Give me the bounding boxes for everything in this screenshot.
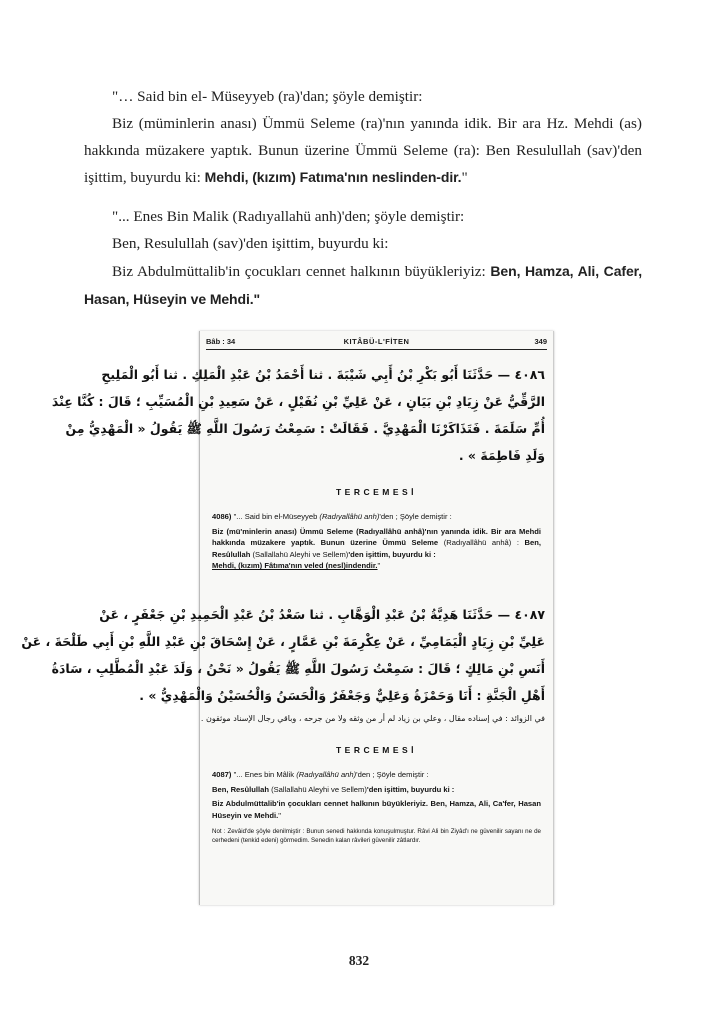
arabic-note-line: في الزوائد : في إسناده مقال ، وعلي بن زياد لم أر من وثقه ولا من جرحه ، وباقي رجال الإسناد موثقون . (200, 714, 545, 723)
translation-end: " (278, 810, 281, 820)
arabic-line: عَلِيِّ بْنِ زِيَادٍ الْيَمَامِيِّ ، عَنْ عِكْرِمَةَ بْنِ عَمَّارٍ ، عَنْ إِسْحَاقَ بْنِ عَبْدِ اللَّهِ بْنِ أَبِي طَلْحَةَ ، عَنْ (21, 634, 545, 649)
translation-quote (212, 798, 541, 821)
arabic-line: الرَّقِّيُّ عَنْ زِيَادِ بْنِ بَيَانٍ ، عَنْ عَلِيِّ بْنِ نُفَيْلٍ ، عَنْ سَعِيدِ بْنِ الْمُسَيِّبِ ؛ قَالَ : كُنَّا عِنْدَ (51, 394, 545, 409)
translation-bold: Ben, Resûlullah (212, 538, 541, 559)
arabic-line: أُمِّ سَلَمَةَ . فَتَذَاكَرْنَا الْمَهْدِيَّ . فَقَالَتْ : سَمِعْتُ رَسُولَ اللَّهِ ﷺ يَقُولُ « الْمَهْدِيُّ مِنْ (65, 421, 545, 436)
arabic-line: أَهْلِ الْجَنَّةِ : أَنَا وَحَمْزَةُ وَعَلِيٌّ وَجَعْفَرٌ وَالْحَسَنُ وَالْحُسَيْنُ وَالْمَهْدِيُّ » . (139, 688, 545, 703)
paragraph-4: Ben, Resulullah (sav)'den işittim, buyurdu ki: (112, 234, 389, 252)
paragraph-2-bold: Mehdi, (kızım) Fatıma'nın neslinden-dir. (204, 169, 462, 186)
translation-text: 'den ; Şöyle demiştir : (356, 770, 429, 779)
translation-intro (212, 769, 541, 781)
translation-text: (Sallallahü Aleyhi ve Sellem) (250, 549, 349, 559)
paragraph-2-text: Biz (müminlerin anası) Ümmü Seleme (ra)'nın yanında idik. Bir ara Hz. Mehdi (as) hakkında müzakere yaptık. Bunun üzerine Ümmü Seleme (ra): Ben Resulullah (sav)'den işittim, buyurdu ki: (84, 114, 642, 187)
translation-text: "... Enes bin Mâlik (233, 770, 297, 779)
scan-header (206, 337, 547, 350)
translation-italic: (Radıyallâhü anh) (296, 770, 357, 779)
tercemesi-heading-1: TERCEMESİ (335, 487, 418, 497)
scan-header-right: 349 (534, 337, 547, 346)
translation-bold: Ben, Resûlullah (212, 784, 269, 794)
translation-bold: 'den işittim, buyurdu ki : (348, 549, 436, 559)
translation-italic: (Radıyallâhü anh) (319, 512, 380, 521)
main-text (84, 84, 642, 313)
tercemesi-heading-2: TERCEMESİ (335, 745, 418, 755)
arabic-hadith-4087 (21, 601, 545, 709)
translation-bold: 'den işittim, buyurdu ki : (366, 784, 455, 794)
paragraph-5-text: Biz Abdulmüttalib'in çocukları cennet halkının büyükleriyiz: (112, 262, 491, 280)
translation-4087 (212, 769, 541, 845)
hadith-number: 4086) (212, 512, 232, 521)
translation-body (212, 526, 541, 561)
translation-intro (212, 511, 541, 523)
arabic-line: وَلَدِ فَاطِمَةَ » . (458, 448, 545, 463)
translation-bold: Biz Abdulmüttalib'in çocukları cennet halkının büyükleriyiz. Ben, Hamza, Ali, Ca'fer, Hasan Hüseyin ve Mehdi. (212, 799, 541, 820)
paragraph-2 (84, 111, 642, 192)
arabic-zawaid-note (200, 713, 545, 725)
translation-4086 (212, 511, 541, 572)
paragraph-3: "... Enes Bin Malik (Radıyallahü anh)'den; şöyle demiştir: (112, 208, 465, 226)
paragraph-2-end: " (461, 169, 468, 187)
zevaid-note: Not : Zevâid'de şöyle denilmiştir : Bunun senedi hakkında konuşulmuştur. Râvi Ali bin Ziyâd'ı ne güvenilir sayanı ne de cerhedeni (tenkid edeni) görmedim. Senedin kalan râvileri güvenilir zâtlardır. (212, 828, 541, 845)
translation-text: (Radıyallâhü anhâ) : (438, 538, 525, 548)
translation-underlined: Mehdi, (kızım) Fâtıma'nın veled (nesl)indendir. (212, 561, 378, 571)
hadith-number: 4087) (212, 770, 232, 779)
scan-header-left: Bâb : 34 (206, 337, 236, 346)
paragraph-5-bold: Ben, Hamza, Ali, Cafer, Hasan, Hüseyin ve Mehdi." (84, 262, 642, 307)
translation-text: 'den ; Şöyle demiştir : (379, 512, 452, 521)
translation-text: "... Said bin el-Müseyyeb (233, 512, 320, 521)
paragraph-1: "… Said bin el- Müseyyeb (ra)'dan; şöyle demiştir: (112, 88, 423, 105)
arabic-hadith-4086 (51, 361, 545, 469)
translation-text: (Sallallahü Aleyhi ve Sellem) (268, 784, 367, 794)
paragraph-5 (84, 258, 642, 314)
page-number: 832 (348, 953, 370, 968)
arabic-line: أَنَسِ بْنِ مَالِكٍ ؛ قَالَ : سَمِعْتُ رَسُولَ اللَّهِ ﷺ يَقُولُ « نَحْنُ ، وَلَدَ عَبْدِ الْمُطَّلِبِ ، سَادَةُ (51, 661, 545, 676)
translation-quote (212, 560, 541, 572)
arabic-line: ٤٠٨٧ — حَدَّثَنَا هَدِيَّةُ بْنُ عَبْدِ الْوَهَّابِ . ثنا سَعْدُ بْنُ عَبْدِ الْحَمِيدِ بْنِ جَعْفَرٍ ، عَنْ (99, 607, 545, 622)
translation-bold: Biz (mü'minlerin anası) Ümmü Seleme (Radıyallâhü anhâ)'nın yanında idik. Bir ara Mehdi hakkında müzakere yaptık. Bunun üzerine Ümmü Seleme (212, 526, 541, 548)
arabic-line: ٤٠٨٦ — حَدَّثَنَا أَبُو بَكْرِ بْنُ أَبِي شَيْبَةَ . ثنا أَحْمَدُ بْنُ عَبْدِ الْمَلِكِ . ثنا أَبُو الْمَلِيحِ (101, 367, 545, 382)
scan-header-center: KITÂBÜ-L'FİTEN (343, 337, 410, 346)
translation-end: " (377, 561, 381, 571)
translation-body (212, 784, 541, 796)
scanned-page-image (21, 331, 554, 905)
